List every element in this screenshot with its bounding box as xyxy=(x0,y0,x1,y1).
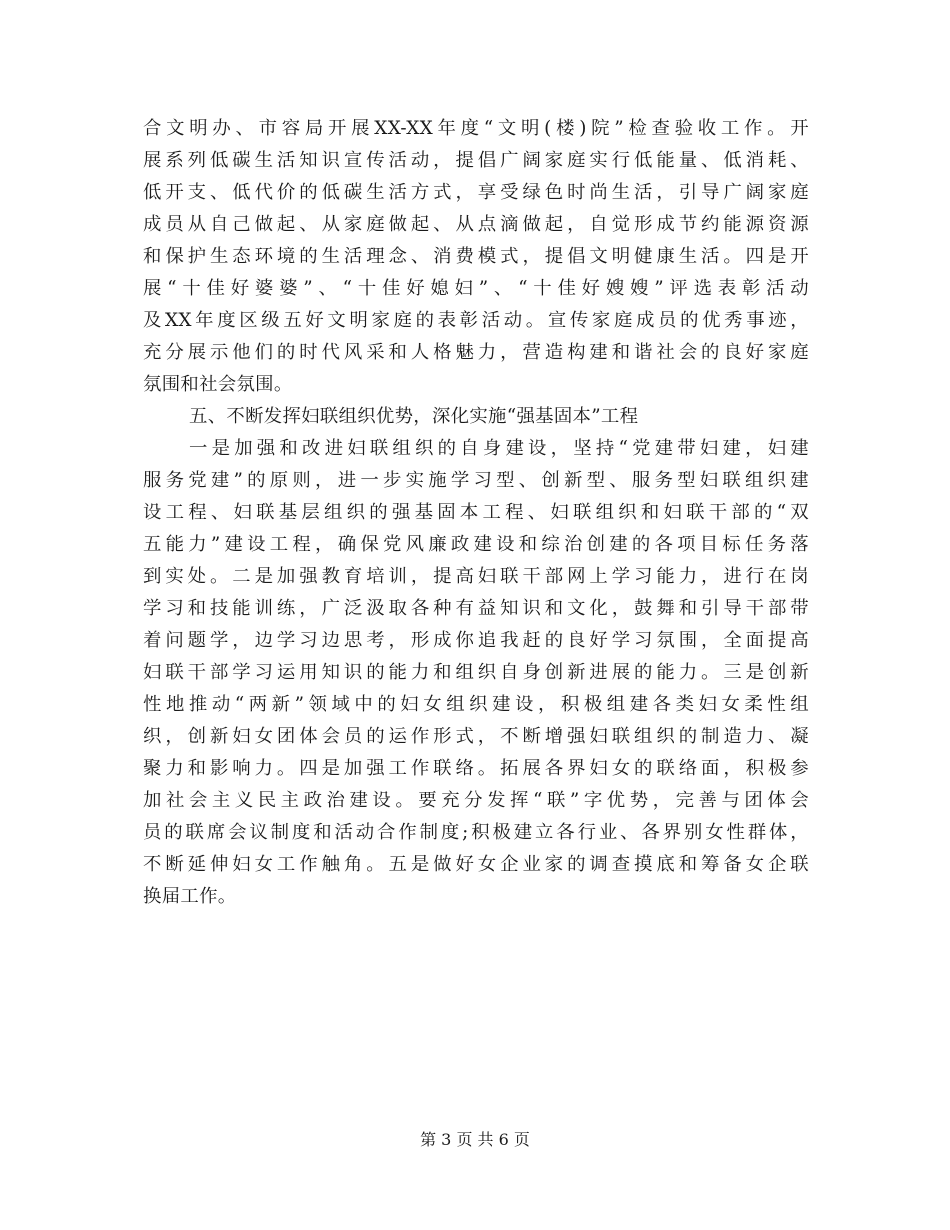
text-line: 聚力和影响力。四是加强工作联络。拓展各界妇女的联络面，积极参 xyxy=(143,758,809,779)
text-line: 加社会主义民主政治建设。要充分发挥“联”字优势，完善与团体会 xyxy=(143,790,809,811)
text-line: 五能力”建设工程，确保党风廉政建设和综治创建的各项目标任务落 xyxy=(143,534,809,555)
paragraph-continuation xyxy=(143,113,809,401)
text-line: 展系列低碳生活知识宣传活动，提倡广阔家庭实行低能量、低消耗、 xyxy=(143,150,809,171)
text-line: 性地推动“两新”领域中的妇女组织建设，积极组建各类妇女柔性组 xyxy=(143,694,809,715)
text-line: 设工程、妇联基层组织的强基固本工程、妇联组织和妇联干部的“双 xyxy=(143,502,809,523)
text-line: 员的联席会议制度和活动合作制度;积极建立各行业、各界别女性群体， xyxy=(143,822,809,843)
text-line: 合文明办、市容局开展XX-XX年度“文明(楼)院”检查验收工作。开 xyxy=(143,118,809,139)
text-line: 换届工作。 xyxy=(143,886,237,907)
text-line: 学习和技能训练，广泛汲取各种有益知识和文化，鼓舞和引导干部带 xyxy=(143,598,809,619)
text-line: 及XX年度区级五好文明家庭的表彰活动。宣传家庭成员的优秀事迹， xyxy=(143,310,809,331)
text-line: 和保护生态环境的生活理念、消费模式，提倡文明健康生活。四是开 xyxy=(143,246,809,267)
text-line: 织，创新妇女团体会员的运作形式，不断增强妇联组织的制造力、凝 xyxy=(143,726,809,747)
paragraph-section-five xyxy=(143,433,809,913)
text-line: 着问题学，边学习边思考，形成你追我赶的良好学习氛围，全面提高 xyxy=(143,630,809,651)
text-line: 氛围和社会氛围。 xyxy=(143,374,293,395)
text-line: 成员从自己做起、从家庭做起、从点滴做起，自觉形成节约能源资源 xyxy=(143,214,809,235)
section-heading: 五、不断发挥妇联组织优势，深化实施“强基固本”工程 xyxy=(189,406,639,427)
text-line: 不断延伸妇女工作触角。五是做好女企业家的调查摸底和筹备女企联 xyxy=(143,854,809,875)
text-line: 展“十佳好婆婆”、“十佳好媳妇”、“十佳好嫂嫂”评选表彰活动 xyxy=(143,278,809,299)
text-line: 服务党建”的原则，进一步实施学习型、创新型、服务型妇联组织建 xyxy=(143,470,809,491)
text-line: 妇联干部学习运用知识的能力和组织自身创新进展的能力。三是创新 xyxy=(143,662,809,683)
text-line: 一是加强和改进妇联组织的自身建设，坚持“党建带妇建，妇建 xyxy=(189,438,809,459)
page-number-footer: 第 3 页 共 6 页 xyxy=(420,1130,530,1149)
text-line: 充分展示他们的时代风采和人格魅力，营造构建和谐社会的良好家庭 xyxy=(143,342,809,363)
document-body xyxy=(143,113,809,913)
text-line: 低开支、低代价的低碳生活方式，享受绿色时尚生活，引导广阔家庭 xyxy=(143,182,809,203)
text-line: 到实处。二是加强教育培训，提高妇联干部网上学习能力，进行在岗 xyxy=(143,566,809,587)
